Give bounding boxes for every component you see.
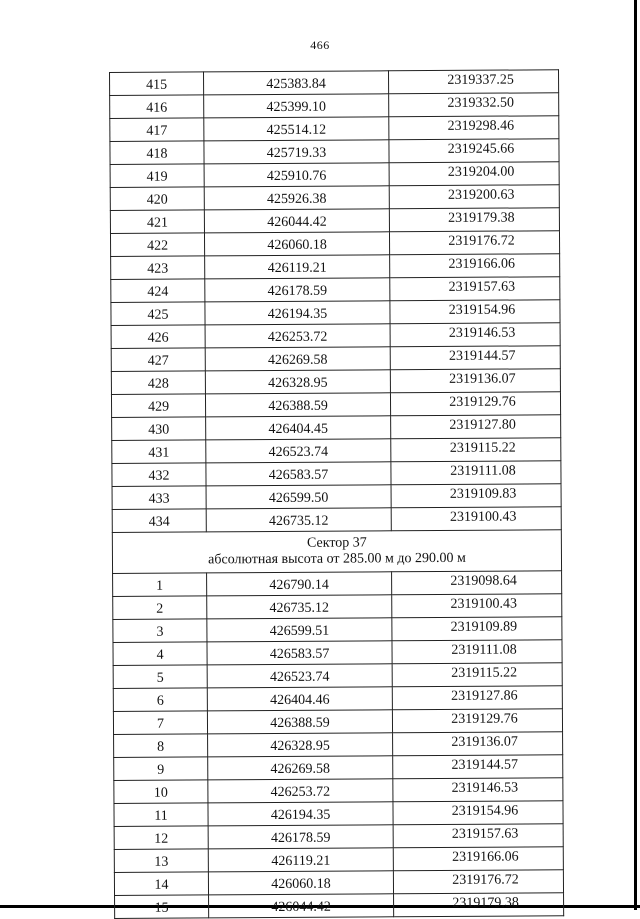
point-number-cell: 11	[114, 803, 208, 827]
y-coordinate-cell: 2319144.57	[390, 346, 560, 370]
y-coordinate-cell: 2319166.06	[390, 254, 560, 278]
y-coordinate-cell: 2319337.25	[388, 70, 558, 94]
point-number-cell: 418	[110, 141, 204, 165]
point-number-cell: 422	[110, 233, 204, 257]
y-coordinate-cell: 2319100.43	[392, 594, 562, 618]
table-row	[112, 507, 561, 533]
point-number-cell: 420	[110, 187, 204, 211]
x-coordinate-cell: 426060.18	[204, 232, 389, 256]
x-coordinate-cell: 426060.18	[208, 871, 393, 895]
x-coordinate-cell: 425926.38	[204, 186, 389, 210]
table-row	[112, 438, 561, 464]
table-row	[110, 70, 559, 96]
x-coordinate-cell: 425514.12	[204, 117, 389, 141]
point-number-cell: 15	[115, 895, 209, 919]
table-row	[114, 755, 563, 781]
x-coordinate-cell: 426119.21	[208, 848, 393, 872]
x-coordinate-cell: 426523.74	[207, 664, 392, 688]
table-row	[113, 594, 562, 620]
x-coordinate-cell: 425719.33	[204, 140, 389, 164]
y-coordinate-cell: 2319298.46	[389, 116, 559, 140]
point-number-cell: 12	[114, 826, 208, 850]
x-coordinate-cell: 426328.95	[205, 370, 390, 394]
x-coordinate-cell: 426735.12	[207, 595, 392, 619]
x-coordinate-cell: 426269.58	[205, 347, 390, 371]
x-coordinate-cell: 426044.42	[209, 894, 394, 918]
table-row	[110, 116, 559, 142]
table-body-after-sector	[113, 571, 564, 919]
x-coordinate-cell: 426523.74	[206, 439, 391, 463]
point-number-cell: 3	[113, 619, 207, 643]
point-number-cell: 427	[111, 348, 205, 372]
point-number-cell: 433	[112, 486, 206, 510]
coordinates-table-wrapper	[109, 69, 563, 919]
point-number-cell: 13	[114, 849, 208, 873]
point-number-cell: 426	[111, 325, 205, 349]
y-coordinate-cell: 2319111.08	[391, 461, 561, 485]
table-row	[110, 162, 559, 188]
table-row	[110, 139, 559, 165]
table-row	[111, 254, 560, 280]
x-coordinate-cell: 426599.51	[207, 618, 392, 642]
table-row	[114, 847, 563, 873]
table-row	[113, 663, 562, 689]
point-number-cell: 434	[112, 509, 206, 533]
y-coordinate-cell: 2319332.50	[389, 93, 559, 117]
y-coordinate-cell: 2319154.96	[390, 300, 560, 324]
y-coordinate-cell: 2319146.53	[390, 323, 560, 347]
point-number-cell: 431	[112, 440, 206, 464]
y-coordinate-cell: 2319179.38	[394, 893, 564, 917]
x-coordinate-cell: 426194.35	[208, 802, 393, 826]
y-coordinate-cell: 2319100.43	[391, 507, 561, 531]
point-number-cell: 416	[110, 95, 204, 119]
sector-header-group	[112, 530, 561, 574]
x-coordinate-cell: 426178.59	[205, 278, 390, 302]
point-number-cell: 4	[113, 642, 207, 666]
y-coordinate-cell: 2319136.07	[393, 732, 563, 756]
point-number-cell: 425	[111, 302, 205, 326]
x-coordinate-cell: 425399.10	[204, 94, 389, 118]
table-row	[112, 484, 561, 510]
y-coordinate-cell: 2319245.66	[389, 139, 559, 163]
table-row	[110, 208, 559, 234]
x-coordinate-cell: 426194.35	[205, 301, 390, 325]
x-coordinate-cell: 426253.72	[208, 779, 393, 803]
x-coordinate-cell: 426044.42	[204, 209, 389, 233]
table-row	[110, 185, 559, 211]
point-number-cell: 417	[110, 118, 204, 142]
x-coordinate-cell: 425383.84	[204, 71, 389, 95]
table-row	[111, 323, 560, 349]
point-number-cell: 7	[113, 711, 207, 735]
x-coordinate-cell: 426790.14	[207, 572, 392, 596]
table-row	[114, 870, 563, 896]
y-coordinate-cell: 2319129.76	[392, 709, 562, 733]
y-coordinate-cell: 2319157.63	[393, 824, 563, 848]
y-coordinate-cell: 2319098.64	[392, 571, 562, 595]
point-number-cell: 415	[110, 72, 204, 96]
y-coordinate-cell: 2319166.06	[393, 847, 563, 871]
x-coordinate-cell: 426735.12	[206, 508, 391, 532]
y-coordinate-cell: 2319129.76	[390, 392, 560, 416]
table-row	[112, 415, 561, 441]
table-row	[113, 617, 562, 643]
x-coordinate-cell: 426269.58	[208, 756, 393, 780]
x-coordinate-cell: 426404.45	[206, 416, 391, 440]
x-coordinate-cell: 426253.72	[205, 324, 390, 348]
point-number-cell: 8	[114, 734, 208, 758]
sector-subtitle: абсолютная высота от 285.00 м до 290.00 м	[208, 550, 466, 567]
point-number-cell: 6	[113, 688, 207, 712]
table-row	[111, 369, 560, 395]
table-row	[113, 640, 562, 666]
y-coordinate-cell: 2319176.72	[393, 870, 563, 894]
point-number-cell: 2	[113, 596, 207, 620]
point-number-cell: 421	[110, 210, 204, 234]
table-row	[114, 801, 563, 827]
table-row	[111, 300, 560, 326]
y-coordinate-cell: 2319109.83	[391, 484, 561, 508]
page-edge-right	[634, 0, 637, 910]
table-row	[110, 93, 559, 119]
y-coordinate-cell: 2319200.63	[389, 185, 559, 209]
point-number-cell: 10	[114, 780, 208, 804]
x-coordinate-cell: 426388.59	[205, 393, 390, 417]
y-coordinate-cell: 2319127.80	[391, 415, 561, 439]
point-number-cell: 424	[111, 279, 205, 303]
table-row	[111, 277, 560, 303]
table-row	[110, 231, 559, 257]
table-body-before-sector	[110, 70, 562, 533]
y-coordinate-cell: 2319204.00	[389, 162, 559, 186]
sector-header-row	[112, 530, 561, 574]
y-coordinate-cell: 2319127.86	[392, 686, 562, 710]
point-number-cell: 429	[111, 394, 205, 418]
table-row	[113, 686, 562, 712]
point-number-cell: 432	[112, 463, 206, 487]
x-coordinate-cell: 426178.59	[208, 825, 393, 849]
point-number-cell: 5	[113, 665, 207, 689]
point-number-cell: 419	[110, 164, 204, 188]
x-coordinate-cell: 426583.57	[207, 641, 392, 665]
point-number-cell: 9	[114, 757, 208, 781]
y-coordinate-cell: 2319154.96	[393, 801, 563, 825]
point-number-cell: 423	[111, 256, 205, 280]
table-row	[111, 392, 560, 418]
table-row	[113, 571, 562, 597]
y-coordinate-cell: 2319146.53	[393, 778, 563, 802]
x-coordinate-cell: 425910.76	[204, 163, 389, 187]
page-number: 466	[310, 38, 330, 52]
table-row	[114, 732, 563, 758]
y-coordinate-cell: 2319176.72	[389, 231, 559, 255]
y-coordinate-cell: 2319144.57	[393, 755, 563, 779]
point-number-cell: 14	[114, 872, 208, 896]
table-row	[112, 461, 561, 487]
x-coordinate-cell: 426328.95	[208, 733, 393, 757]
x-coordinate-cell: 426599.50	[206, 485, 391, 509]
sector-header-cell	[112, 530, 561, 574]
x-coordinate-cell: 426583.57	[206, 462, 391, 486]
y-coordinate-cell: 2319111.08	[392, 640, 562, 664]
table-row	[111, 346, 560, 372]
y-coordinate-cell: 2319179.38	[389, 208, 559, 232]
point-number-cell: 430	[112, 417, 206, 441]
point-number-cell: 1	[113, 573, 207, 597]
y-coordinate-cell: 2319115.22	[391, 438, 561, 462]
x-coordinate-cell: 426388.59	[207, 710, 392, 734]
y-coordinate-cell: 2319157.63	[390, 277, 560, 301]
y-coordinate-cell: 2319109.89	[392, 617, 562, 641]
table-row	[114, 824, 563, 850]
sector-title: Сектор 37	[306, 534, 367, 551]
table-row	[115, 893, 564, 919]
table-row	[113, 709, 562, 735]
x-coordinate-cell: 426119.21	[205, 255, 390, 279]
x-coordinate-cell: 426404.46	[207, 687, 392, 711]
point-number-cell: 428	[111, 371, 205, 395]
y-coordinate-cell: 2319136.07	[390, 369, 560, 393]
coordinates-table	[109, 69, 564, 919]
y-coordinate-cell: 2319115.22	[392, 663, 562, 687]
table-row	[114, 778, 563, 804]
